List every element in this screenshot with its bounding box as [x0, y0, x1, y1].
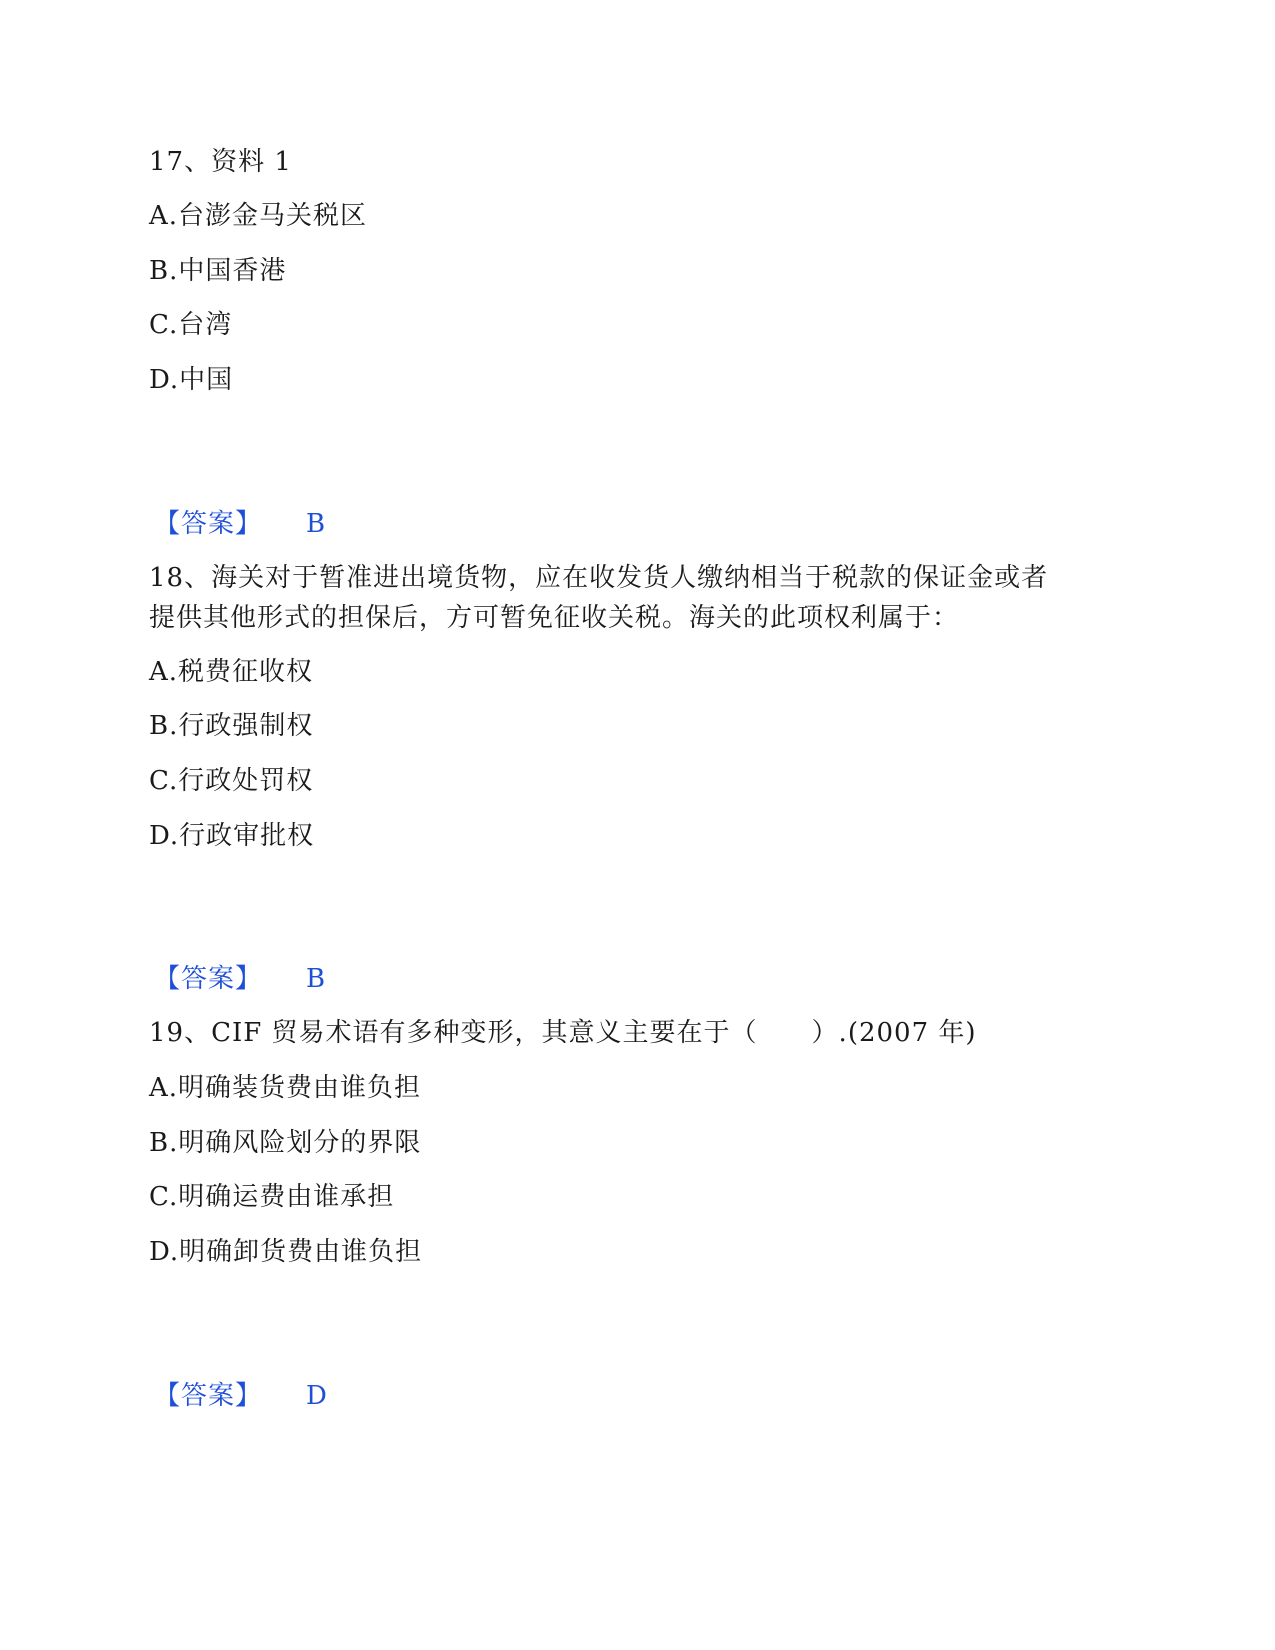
answer-value: B	[306, 964, 326, 994]
question-19-option-b: B.明确风险划分的界限	[149, 1128, 422, 1158]
question-18-answer	[154, 964, 326, 994]
question-17-answer	[154, 509, 326, 539]
question-18-stem-line-2: 提供其他形式的担保后，方可暂免征收关税。海关的此项权利属于：	[149, 603, 960, 633]
question-17-option-c: C.台湾	[149, 310, 233, 340]
question-18-option-d: D.行政审批权	[149, 821, 315, 851]
question-17-option-d: D.中国	[149, 365, 234, 395]
answer-value: B	[306, 509, 326, 539]
question-18-stem-line-1: 18、海关对于暂准进出境货物，应在收发货人缴纳相当于税款的保证金或者	[149, 563, 1049, 593]
question-19-option-d: D.明确卸货费由谁负担	[149, 1237, 423, 1267]
question-17-option-b: B.中国香港	[149, 256, 287, 286]
question-18-option-c: C.行政处罚权	[149, 766, 314, 796]
answer-value: D	[306, 1381, 327, 1411]
answer-label: 【答案】	[154, 509, 263, 539]
question-18-option-a: A.税费征收权	[149, 657, 314, 687]
answer-label: 【答案】	[154, 964, 263, 994]
question-19-answer	[154, 1381, 327, 1411]
question-17-option-a: A.台澎金马关税区	[149, 201, 368, 231]
question-19-option-a: A.明确装货费由谁负担	[149, 1073, 422, 1103]
answer-label: 【答案】	[154, 1381, 263, 1411]
question-18-option-b: B.行政强制权	[149, 711, 314, 741]
question-19-stem: 19、CIF 贸易术语有多种变形，其意义主要在于（ ）.(2007 年)	[149, 1018, 977, 1048]
question-17-stem: 17、资料 1	[149, 147, 292, 177]
question-19-option-c: C.明确运费由谁承担	[149, 1182, 395, 1212]
